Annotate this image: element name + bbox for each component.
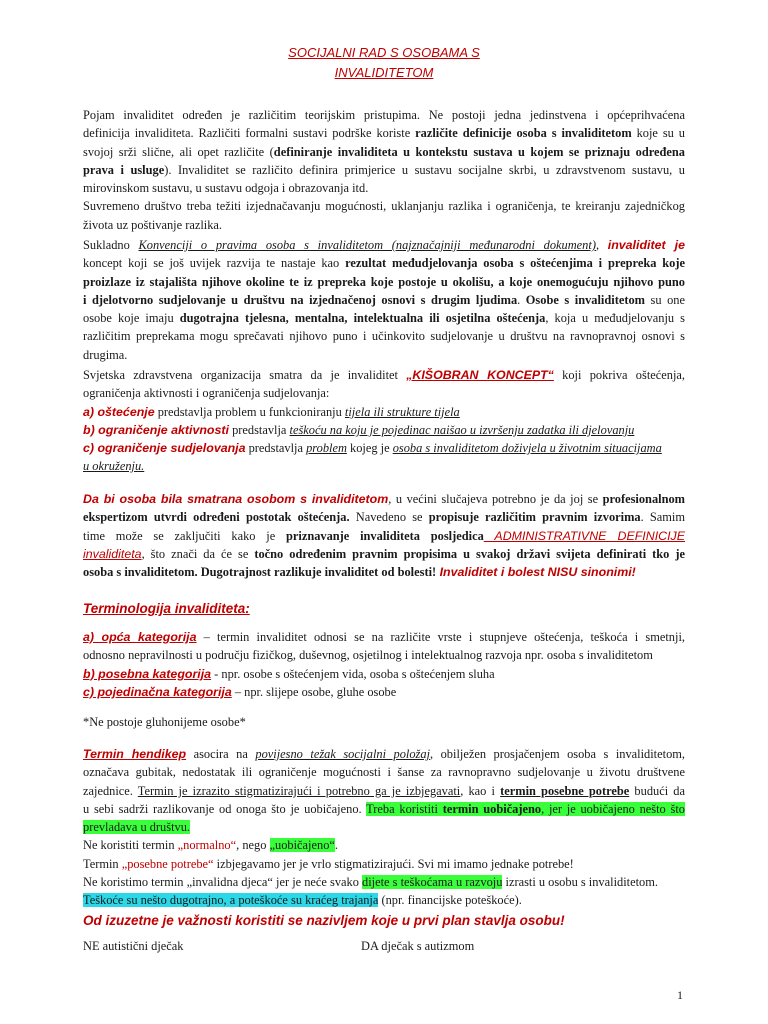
who-paragraph: [83, 366, 685, 476]
terminology-list: [83, 628, 685, 701]
hendikep-line: označava gubitak, nedostatak ili ograničenje mogućnosti i šanse za ravnopravno sudjelovanje u životu društvene: [83, 765, 685, 780]
closing-example-no: NE autistični dječak: [83, 939, 184, 953]
hendikep-line: zajednice. Termin je izrazito stigmatizirajući i potrebno ga je izbjegavati, kao i termin posebne potrebe budući da: [83, 783, 685, 798]
hendikep-line: Termin hendikep asocira na povijesno težak socijalni položaj, obilježen prosjačenjem osoba s invaliditetom,: [83, 747, 685, 761]
intro-line: prava i usluge). Invaliditet se različito definira primjerice u sustavu socijalne skrbi, u zdravstvenom sustavu, u: [83, 162, 686, 177]
document-title-line-2: INVALIDITETOM: [334, 65, 434, 80]
who-item-c: c) ograničenje sudjelovanja predstavlja problem kojeg je osoba s invaliditetom doživjela u životnim situacijama: [83, 441, 662, 456]
recognition-line: osoba s invaliditetom. Dugotrajnost razlikuje invaliditet od bolesti! Invaliditet i bolest NISU sinonimi!: [83, 565, 636, 580]
terminology-item-b: b) posebna kategorija - npr. osobe s oštećenjem vida, osoba s oštećenjem sluha: [83, 666, 495, 681]
intro-paragraph: [83, 106, 685, 234]
who-line: ograničenja aktivnosti i ograničenja sudjelovanja:: [83, 386, 330, 401]
convention-paragraph: [83, 236, 685, 364]
hendikep-line: Ne koristimo termin „invalidna djeca“ jer je neće svako dijete s teškoćama u razvoju izrasti u osobu s invaliditetom.: [83, 875, 658, 890]
terminology-note: *Ne postoje gluhonijeme osobe*: [83, 715, 246, 729]
document-title-line-1: SOCIJALNI RAD S OSOBAMA S: [288, 45, 480, 60]
recognition-paragraph: [83, 490, 685, 581]
intro-line: Suvremeno društvo treba težiti izjednačavanju mogućnosti, uklanjanju razlika i ograničenja, te kreiranju zajedničkog: [83, 199, 685, 214]
terminology-item-c: c) pojedinačna kategorija – npr. slijepe osobe, gluhe osobe: [83, 684, 397, 699]
recognition-line: Da bi osoba bila smatrana osobom s invaliditetom, u većini slučajeva potrebno je da joj se profesionalnom: [83, 492, 685, 506]
who-item-a: a) oštećenje predstavlja problem u funkcioniranju tijela ili strukture tijela: [83, 404, 460, 419]
convention-line: Sukladno Konvenciji o pravima osoba s invaliditetom (najznačajniji međunarodni dokument), invaliditet je: [83, 238, 685, 252]
hendikep-line: Termin „posebne potrebe“ izbjegavamo jer je vrlo stigmatizirajući. Svi mi imamo jednake potrebe!: [83, 856, 574, 871]
who-line: Svjetska zdravstvena organizacija smatra da je invaliditet „KIŠOBRAN KONCEPT“ koji pokriva oštećenja,: [83, 368, 685, 382]
closing-example-yes: DA dječak s autizmom: [361, 939, 475, 953]
hendikep-line: Teškoće su nešto dugotrajno, a poteškoće su kraćeg trajanja (npr. financijske poteškoće).: [83, 893, 522, 908]
closing-heading: Od izuzetne je važnosti koristiti se nazivljem koje u prvi plan stavlja osobu!: [83, 913, 565, 928]
hendikep-paragraph: [83, 745, 685, 910]
terminology-heading: Terminologija invaliditeta:: [83, 601, 250, 616]
convention-line: koncept koji se još uvijek razvija te nastaje kao rezultat međudjelovanja osoba s oštećenjima i prepreka koje: [83, 256, 685, 271]
hendikep-line: Ne koristiti termin „normalno“, nego „uobičajeno“.: [83, 838, 339, 853]
intro-line: svojoj srži slične, ali opet različite (definiranje invaliditeta u kontekstu sustava u kojem se priznaju određena: [83, 144, 685, 159]
hendikep-line: prevladava u društvu.: [83, 820, 191, 835]
intro-line: mirovinskom sustavu, u sustavu odgoja i obrazovanja itd.: [83, 181, 369, 196]
terminology-item-a: a) opća kategorija – termin invaliditet odnosi se na različite vrste i stupnjeve oštećenja, teškoća i smetnji,: [83, 630, 685, 644]
who-item-c-continued: u okruženju.: [83, 459, 145, 474]
convention-line: različitim preprekama mogu sprečavati njihovo puno i učinkovito sudjelovanje u društvu na ravnopravnoj osnovi s: [83, 329, 685, 344]
convention-line: proizlaze iz stajališta njihove okoline te iz prepreka koje postoje u okolišu, a koje onemogućuju njihovo puno: [83, 274, 685, 289]
recognition-line: time može se zaključiti kako je priznavanje invaliditeta posljedica ADMINISTRATIVNE DEFINICIJE: [83, 528, 685, 543]
convention-line: drugima.: [83, 347, 128, 362]
convention-line: osobe koje imaju dugotrajna tjelesna, mentalna, intelektualna ili osjetilna oštećenja, koja u međudjelovanju s: [83, 311, 685, 326]
intro-line: života uz poštivanje razlika.: [83, 217, 222, 232]
who-item-b: b) ograničenje aktivnosti predstavlja teškoću na koju je pojedinac naišao u izvršenju zadatka ili djelovanju: [83, 422, 635, 437]
recognition-line: invaliditeta, što znači da će se točno određenim pravnim propisima u svakoj državi svijeta definirati tko je: [83, 546, 686, 561]
terminology-item-a-continued: odnosno nepravilnosti u području fizičkog, duševnog, osjetilnog i intelektualnog razvoja npr. osoba s invaliditetom: [83, 648, 653, 663]
intro-line: Pojam invaliditet određen je različitim teorijskim pristupima. Ne postoji jedna jedinstvena i općeprihvaćena: [83, 108, 685, 122]
hendikep-line: u sebi sadrži razlikovanje od onoga što je uobičajeno. Treba koristiti termin uobičajeno, jer je uobičajeno nešto što: [83, 801, 685, 816]
recognition-line: ekspertizom utvrdi određeni postotak oštećenja. Navedeno se propisuje različitim pravnim izvorima. Samim: [83, 510, 686, 525]
convention-line: i djelotvorno sudjelovanje u društvu na izjednačenoj osnovi s drugim ljudima. Osobe s invaliditetom su one: [83, 292, 685, 307]
intro-line: definicija invaliditeta. Različiti formalni sustavi podrške koriste različite definicije osoba s invaliditetom koje su u: [83, 126, 685, 141]
page-number: 1: [677, 988, 683, 1002]
